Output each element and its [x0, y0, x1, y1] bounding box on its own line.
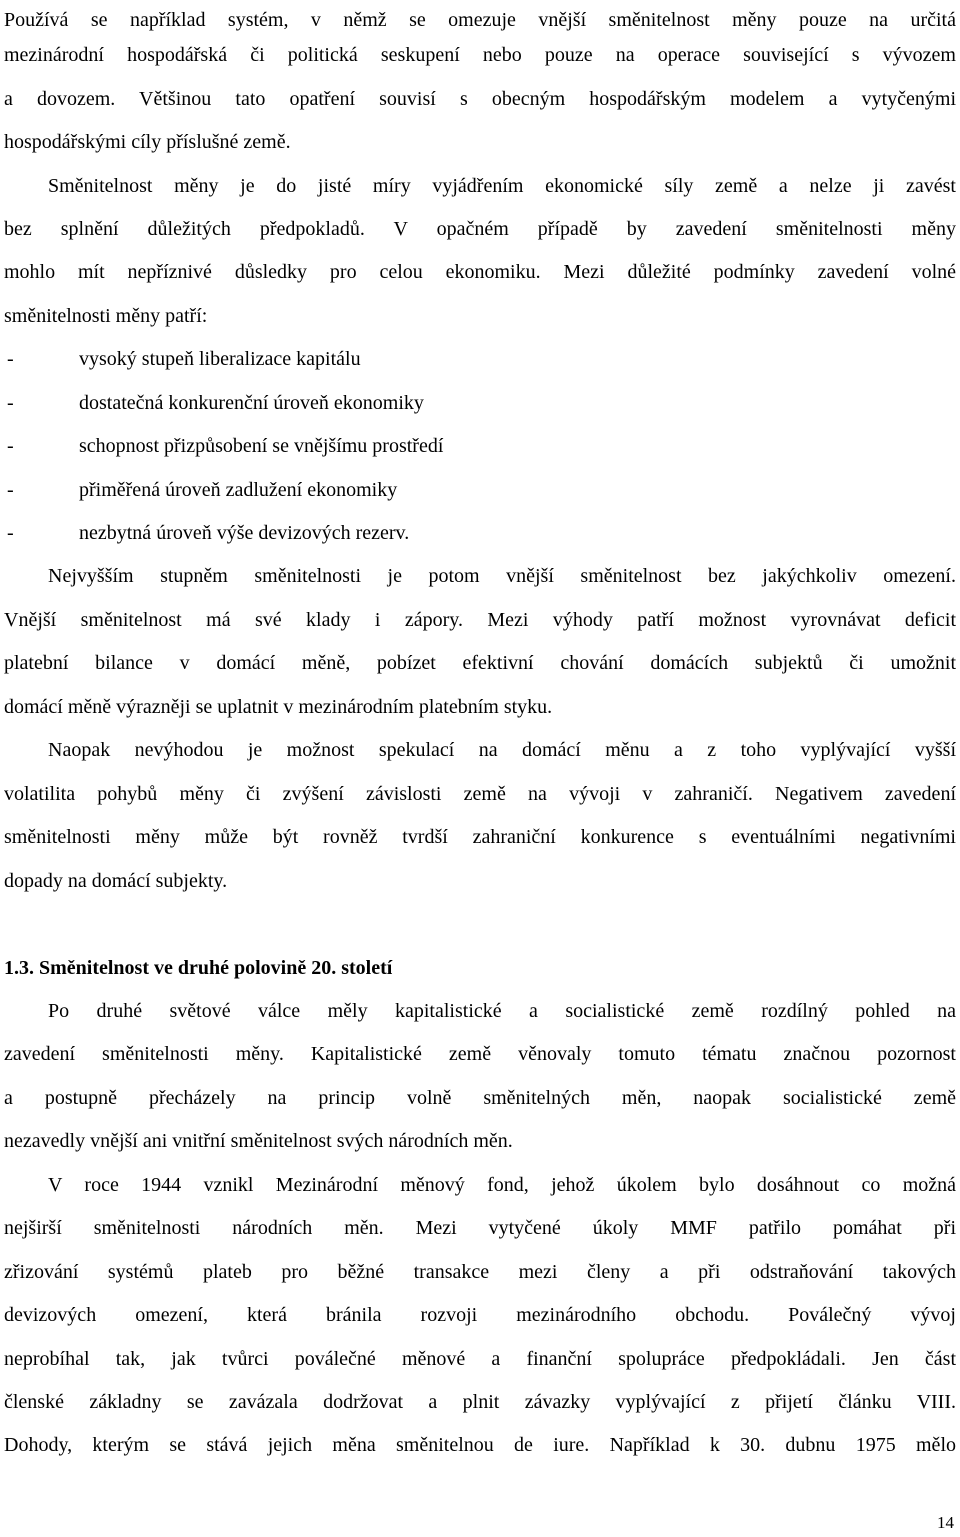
text-line: dopady na domácí subjekty. [4, 870, 228, 892]
text-line: hospodářskými cíly příslušné země. [4, 131, 291, 153]
text-line: V roce 1944 vznikl Mezinárodní měnový fond, jehož úkolem bylo dosáhnout co možná [48, 1174, 956, 1196]
list-dash: - [7, 348, 14, 370]
section-heading: 1.3. Směnitelnost ve druhé polovině 20. století [4, 957, 393, 979]
text-line: Používá se například systém, v němž se omezuje vnější směnitelnost měny pouze na určitá [4, 9, 956, 31]
text-line: platební bilance v domácí měně, pobízet efektivní chování domácích subjektů či umožnit [4, 652, 956, 674]
text-line: a dovozem. Většinou tato opatření souvisí s obecným hospodářským modelem a vytyčenými [4, 88, 956, 110]
list-item-text: dostatečná konkurenční úroveň ekonomiky [79, 392, 424, 414]
list-item [7, 513, 956, 553]
text-line: Dohody, kterým se stává jejich měna směnitelnou de iure. Například k 30. dubnu 1975 mělo [4, 1434, 956, 1456]
list-item-text: vysoký stupeň liberalizace kapitálu [79, 348, 361, 370]
text-line: volatilita pohybů měny či zvýšení závislosti země na vývoji v zahraničí. Negativem zavedení [4, 783, 956, 805]
list-item-text: přiměřená úroveň zadlužení ekonomiky [79, 479, 398, 501]
list-item-text: schopnost přizpůsobení se vnějšímu prostředí [79, 435, 444, 457]
list-item [7, 426, 956, 466]
text-line: mohlo mít nepříznivé důsledky pro celou ekonomiku. Mezi důležité podmínky zavedení volné [4, 261, 956, 283]
text-line: a postupně přecházely na princip volně směnitelných měn, naopak socialistické země [4, 1087, 956, 1109]
list-item-text: nezbytná úroveň výše devizových rezerv. [79, 522, 410, 544]
text-line: bez splnění důležitých předpokladů. V opačném případě by zavedení směnitelnosti měny [4, 218, 956, 240]
text-line: zřizování systémů plateb pro běžné transakce mezi členy a při odstraňování takových [4, 1261, 956, 1283]
list-dash: - [7, 435, 14, 457]
text-line: Směnitelnost měny je do jisté míry vyjádřením ekonomické síly země a nelze ji zavést [48, 175, 956, 197]
text-line: Naopak nevýhodou je možnost spekulací na domácí měnu a z toho vyplývající vyšší [48, 739, 956, 761]
list-dash: - [7, 479, 14, 501]
text-line: Po druhé světové válce měly kapitalistické a socialistické země rozdílný pohled na [48, 1000, 956, 1022]
page-number: 14 [937, 1513, 954, 1532]
list-dash: - [7, 392, 14, 414]
text-line: zavedení směnitelnosti měny. Kapitalistické země věnovaly tomuto tématu značnou pozornost [4, 1043, 956, 1065]
list-item [7, 383, 956, 423]
text-line: Vnější směnitelnost má své klady i zápory. Mezi výhody patří možnost vyrovnávat deficit [4, 609, 956, 631]
text-line: mezinárodní hospodářská či politická seskupení nebo pouze na operace související s vývozem [4, 44, 956, 66]
text-line: směnitelnosti měny může být rovněž tvrdší zahraniční konkurence s eventuálními negativními [4, 826, 956, 848]
text-line: neprobíhal tak, jak tvůrci poválečné měnové a finanční spolupráce předpokládali. Jen část [4, 1348, 956, 1370]
text-line: nezavedly vnější ani vnitřní směnitelnost svých národních měn. [4, 1130, 513, 1152]
list-item [7, 470, 956, 510]
text-line: členské základny se zavázala dodržovat a plnit závazky vyplývající z přijetí článku VIII. [4, 1391, 956, 1413]
text-line: nejširší směnitelnosti národních měn. Mezi vytyčené úkoly MMF patřilo pomáhat při [4, 1217, 956, 1239]
text-line: směnitelnosti měny patří: [4, 305, 208, 327]
text-line: Nejvyšším stupněm směnitelnosti je potom vnější směnitelnost bez jakýchkoliv omezení. [48, 565, 956, 587]
text-line: devizových omezení, která bránila rozvoji mezinárodního obchodu. Poválečný vývoj [4, 1304, 956, 1326]
list-item [7, 339, 956, 379]
list-dash: - [7, 522, 14, 544]
text-line: domácí měně výrazněji se uplatnit v mezinárodním platebním styku. [4, 696, 553, 718]
